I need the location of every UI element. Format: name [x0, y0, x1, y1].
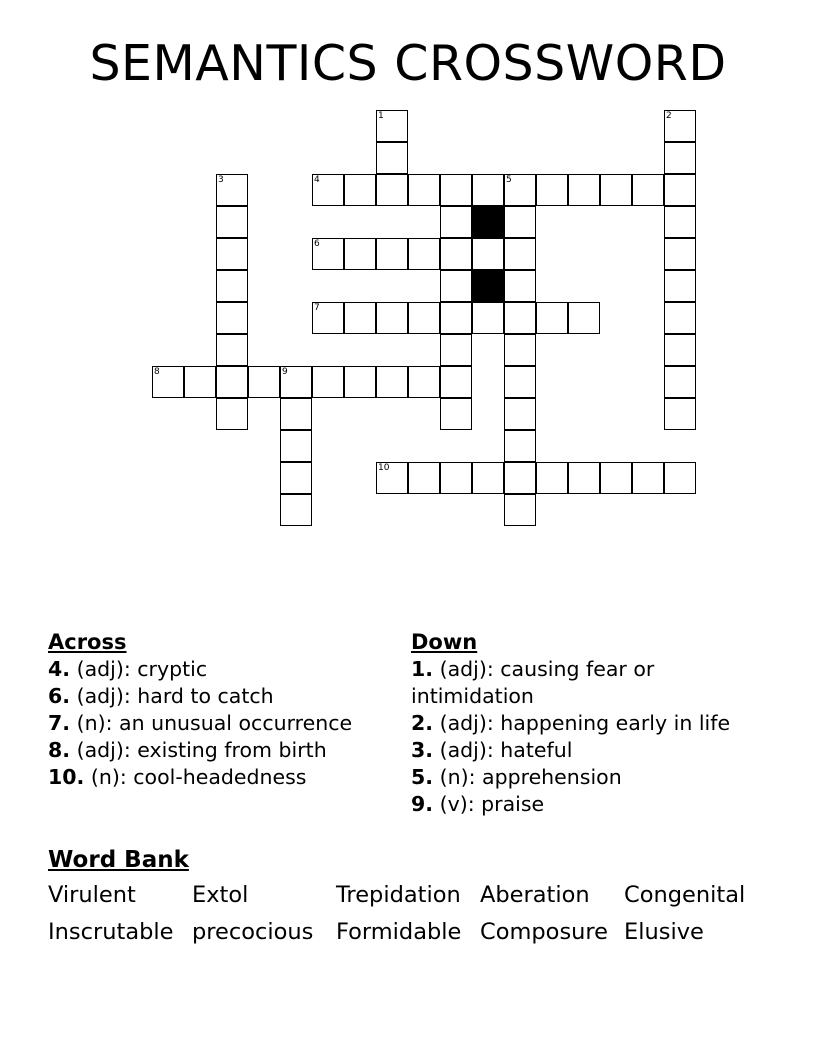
clue-across	[48, 710, 393, 737]
crossword-cell[interactable]	[376, 142, 408, 174]
crossword-cell[interactable]	[408, 302, 440, 334]
word-bank-item: Composure	[480, 919, 609, 945]
crossword-cell[interactable]	[408, 238, 440, 270]
crossword-cell[interactable]	[664, 270, 696, 302]
crossword-cell[interactable]	[536, 302, 568, 334]
clue-number: 6.	[48, 684, 71, 708]
crossword-cell[interactable]	[472, 174, 504, 206]
crossword-cell[interactable]	[216, 366, 248, 398]
word-bank-item: Aberation	[480, 882, 590, 908]
word-bank-item: Extol	[192, 882, 249, 908]
crossword-cell[interactable]	[344, 174, 376, 206]
cell-number: 3	[218, 175, 224, 185]
crossword-cell[interactable]	[632, 174, 664, 206]
crossword-cell[interactable]	[344, 302, 376, 334]
clue-text: (adj): cryptic	[76, 657, 208, 681]
crossword-cell[interactable]	[440, 270, 472, 302]
crossword-cell[interactable]	[472, 238, 504, 270]
crossword-cell[interactable]	[664, 238, 696, 270]
clue-text: (n): cool-headedness	[90, 765, 307, 789]
crossword-cell[interactable]	[248, 366, 280, 398]
crossword-cell[interactable]	[312, 302, 344, 334]
clue-text: (adj): hard to catch	[76, 684, 274, 708]
cell-number: 10	[378, 463, 390, 473]
crossword-cell[interactable]	[440, 398, 472, 430]
clue-number: 5.	[411, 765, 434, 789]
crossword-cell[interactable]	[504, 174, 536, 206]
crossword-cell[interactable]	[664, 302, 696, 334]
crossword-cell[interactable]	[440, 302, 472, 334]
clue-text: (adj): hateful	[439, 738, 573, 762]
clue-number: 3.	[411, 738, 434, 762]
crossword-cell[interactable]	[664, 366, 696, 398]
word-bank-item: Formidable	[336, 919, 462, 945]
word-bank-item: Congenital	[624, 882, 746, 908]
crossword-cell[interactable]	[600, 174, 632, 206]
crossword-cell[interactable]	[376, 110, 408, 142]
crossword-cell[interactable]	[504, 206, 536, 238]
crossword-cell[interactable]	[440, 366, 472, 398]
clue-number: 8.	[48, 738, 71, 762]
cell-number: 4	[314, 175, 320, 185]
cell-number: 5	[506, 175, 512, 185]
crossword-cell[interactable]	[408, 462, 440, 494]
crossword-cell[interactable]	[376, 302, 408, 334]
word-bank-item: Trepidation	[336, 882, 461, 908]
crossword-cell[interactable]	[216, 334, 248, 366]
crossword-cell[interactable]	[216, 270, 248, 302]
clue-text: (v): praise	[439, 792, 545, 816]
clue-across	[48, 656, 393, 683]
clue-number: 4.	[48, 657, 71, 681]
crossword-cell[interactable]	[568, 302, 600, 334]
crossword-cell[interactable]	[440, 174, 472, 206]
cell-number: 6	[314, 239, 320, 249]
clue-text: (adj): existing from birth	[76, 738, 327, 762]
down-heading: Down	[411, 630, 478, 654]
crossword-cell[interactable]	[664, 462, 696, 494]
clue-across	[48, 683, 393, 710]
down-clues	[411, 628, 761, 818]
crossword-cell[interactable]	[600, 462, 632, 494]
crossword-cell[interactable]	[472, 302, 504, 334]
clue-number: 9.	[411, 792, 434, 816]
crossword-cell[interactable]	[664, 110, 696, 142]
crossword-cell[interactable]	[504, 302, 536, 334]
word-bank-item: Virulent	[48, 882, 136, 908]
clue-down	[411, 737, 761, 764]
crossword-cell[interactable]	[440, 238, 472, 270]
crossword-cell[interactable]	[504, 494, 536, 526]
crossword-cell[interactable]	[440, 206, 472, 238]
clue-number: 10.	[48, 765, 85, 789]
page-title: SEMANTICS CROSSWORD	[89, 35, 727, 92]
crossword-cell[interactable]	[504, 430, 536, 462]
word-bank	[48, 845, 768, 946]
crossword-cell[interactable]	[472, 462, 504, 494]
word-bank-list	[48, 882, 768, 946]
crossword-cell[interactable]	[504, 462, 536, 494]
clue-text: (n): apprehension	[439, 765, 622, 789]
crossword-cell[interactable]	[216, 174, 248, 206]
crossword-cell[interactable]	[504, 334, 536, 366]
crossword-cell[interactable]	[536, 174, 568, 206]
clue-number: 1.	[411, 657, 434, 681]
crossword-cell[interactable]	[376, 174, 408, 206]
clue-down	[411, 791, 761, 818]
crossword-cell[interactable]	[216, 238, 248, 270]
word-bank-item: precocious	[192, 919, 314, 945]
clue-number: 7.	[48, 711, 71, 735]
crossword-cell[interactable]	[280, 398, 312, 430]
word-bank-heading: Word Bank	[48, 847, 189, 873]
cell-number: 7	[314, 303, 320, 313]
word-bank-item: Elusive	[624, 919, 704, 945]
clue-across	[48, 737, 393, 764]
clue-number: 2.	[411, 711, 434, 735]
crossword-cell[interactable]	[152, 366, 184, 398]
crossword-cell[interactable]	[632, 462, 664, 494]
crossword-cell[interactable]	[376, 366, 408, 398]
crossword-cell[interactable]	[344, 366, 376, 398]
crossword-cell[interactable]	[184, 366, 216, 398]
crossword-cell[interactable]	[664, 206, 696, 238]
crossword-cell[interactable]	[664, 334, 696, 366]
crossword-cell[interactable]	[440, 334, 472, 366]
crossword-cell[interactable]	[568, 462, 600, 494]
across-heading: Across	[48, 630, 127, 654]
cell-number: 8	[154, 367, 160, 377]
word-bank-item: Inscrutable	[48, 919, 174, 945]
clue-across	[48, 764, 393, 791]
crossword-cell[interactable]	[376, 238, 408, 270]
clue-text: (n): an unusual occurrence	[76, 711, 353, 735]
cell-number: 2	[666, 111, 672, 121]
crossword-cell[interactable]	[312, 174, 344, 206]
crossword-cell[interactable]	[280, 494, 312, 526]
crossword-block	[472, 270, 504, 302]
cell-number: 9	[282, 367, 288, 377]
crossword-cell[interactable]	[504, 398, 536, 430]
crossword-cell[interactable]	[664, 174, 696, 206]
crossword-cell[interactable]	[504, 270, 536, 302]
clue-down	[411, 656, 761, 710]
crossword-cell[interactable]	[408, 174, 440, 206]
crossword-cell[interactable]	[504, 366, 536, 398]
crossword-cell[interactable]	[664, 398, 696, 430]
crossword-cell[interactable]	[504, 238, 536, 270]
clue-down	[411, 710, 761, 737]
crossword-cell[interactable]	[664, 142, 696, 174]
clue-down	[411, 764, 761, 791]
crossword-cell[interactable]	[344, 238, 376, 270]
crossword-cell[interactable]	[408, 366, 440, 398]
crossword-cell[interactable]	[216, 302, 248, 334]
crossword-cell[interactable]	[280, 366, 312, 398]
crossword-block	[472, 206, 504, 238]
crossword-cell[interactable]	[440, 462, 472, 494]
crossword-cell[interactable]	[568, 174, 600, 206]
crossword-cell[interactable]	[312, 238, 344, 270]
across-clues	[48, 628, 393, 791]
crossword-cell[interactable]	[280, 462, 312, 494]
crossword-cell[interactable]	[216, 398, 248, 430]
clue-text: (adj): happening early in life	[439, 711, 731, 735]
crossword-cell[interactable]	[536, 462, 568, 494]
crossword-cell[interactable]	[280, 430, 312, 462]
crossword-cell[interactable]	[216, 206, 248, 238]
crossword-cell[interactable]	[312, 366, 344, 398]
cell-number: 1	[378, 111, 384, 121]
crossword-cell[interactable]	[376, 462, 408, 494]
clue-text: (adj): causing fear or intimidation	[411, 657, 655, 708]
